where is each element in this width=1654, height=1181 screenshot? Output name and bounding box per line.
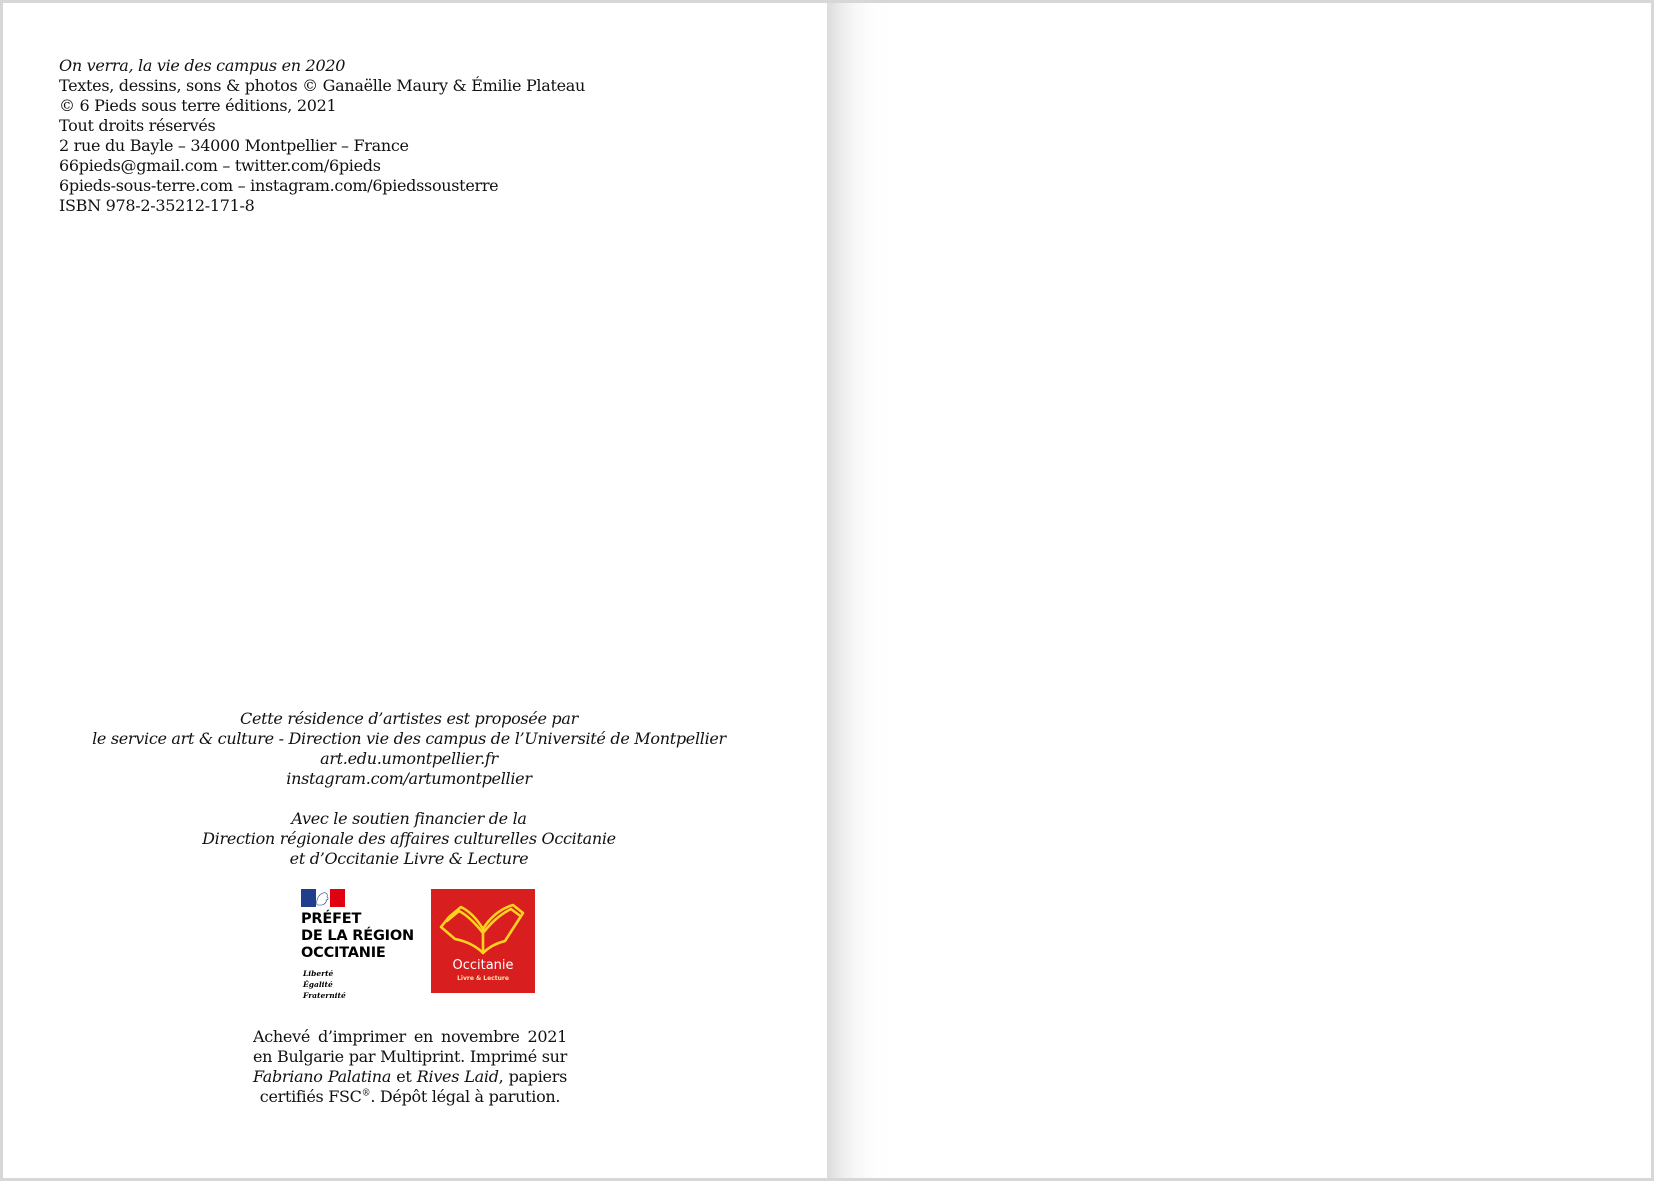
isbn: ISBN 978-2-35212-171-8 <box>59 196 255 215</box>
prefet-occitanie-logo <box>301 889 421 999</box>
support-line-3: et d’Occitanie Livre & Lecture <box>289 849 529 868</box>
republic-motto <box>303 968 346 1001</box>
prefet-line-3: OCCITANIE <box>301 945 386 961</box>
printing-line-3 <box>253 1067 567 1087</box>
publisher-copyright: © 6 Pieds sous terre éditions, 2021 <box>59 96 337 115</box>
publisher-web: 6pieds-sous-terre.com – instagram.com/6piedssousterre <box>59 176 499 195</box>
support-line-1: Avec le soutien financier de la <box>291 809 527 828</box>
rights-notice: Tout droits réservés <box>59 116 216 135</box>
fsc-certified: certifiés FSC <box>259 1087 362 1106</box>
printing-notice <box>253 1027 567 1107</box>
residency-line-4: instagram.com/artumontpellier <box>286 769 532 788</box>
publisher-address: 2 rue du Bayle – 34000 Montpellier – France <box>59 136 409 155</box>
publisher-contact: 66pieds@gmail.com – twitter.com/6pieds <box>59 156 381 175</box>
papers-suffix: , papiers <box>498 1067 567 1086</box>
residency-line-2: le service art & culture - Direction vie des campus de l’Université de Montpellier <box>92 729 726 748</box>
residency-line-1: Cette résidence d’artistes est proposée par <box>240 709 578 728</box>
occitanie-name: Occitanie <box>452 958 514 973</box>
paper-and: et <box>396 1067 412 1086</box>
book-spread <box>3 3 1651 1178</box>
printing-line-2: en Bulgarie par Multiprint. Imprimé sur <box>253 1047 567 1066</box>
motto-liberte: Liberté <box>303 969 334 978</box>
colophon <box>59 56 585 216</box>
residency-credits <box>3 709 815 869</box>
spacer <box>3 789 815 809</box>
residency-line-3: art.edu.umontpellier.fr <box>320 749 498 768</box>
legal-deposit: . Dépôt légal à parution. <box>370 1087 561 1106</box>
occitanie-subtitle: Livre & Lecture <box>457 975 509 982</box>
prefet-line-1: PRÉFET <box>301 911 362 927</box>
left-page <box>3 3 827 1178</box>
motto-fraternite: Fraternité <box>303 991 346 1000</box>
paper-name-2: Rives Laid <box>416 1067 499 1086</box>
paper-name-1: Fabriano Palatina <box>253 1067 392 1086</box>
book-title: On verra, la vie des campus en 2020 <box>59 56 346 75</box>
open-book-icon <box>439 897 527 959</box>
motto-egalite: Égalité <box>303 980 333 989</box>
right-page <box>827 3 1651 1178</box>
prefet-line-2: DE LA RÉGION <box>301 928 414 944</box>
support-line-2: Direction régionale des affaires culturelles Occitanie <box>202 829 616 848</box>
marianne-flag-icon <box>301 889 345 907</box>
authors-credit: Textes, dessins, sons & photos © Ganaëlle Maury & Émilie Plateau <box>59 76 586 95</box>
occitanie-livre-lecture-logo <box>431 889 535 993</box>
prefet-name <box>301 911 414 962</box>
sponsor-logos <box>301 889 541 999</box>
printing-line-4 <box>253 1087 567 1107</box>
printing-line-1: Achevé d’imprimer en novembre 2021 <box>253 1027 567 1046</box>
registered-mark: ® <box>361 1088 371 1099</box>
